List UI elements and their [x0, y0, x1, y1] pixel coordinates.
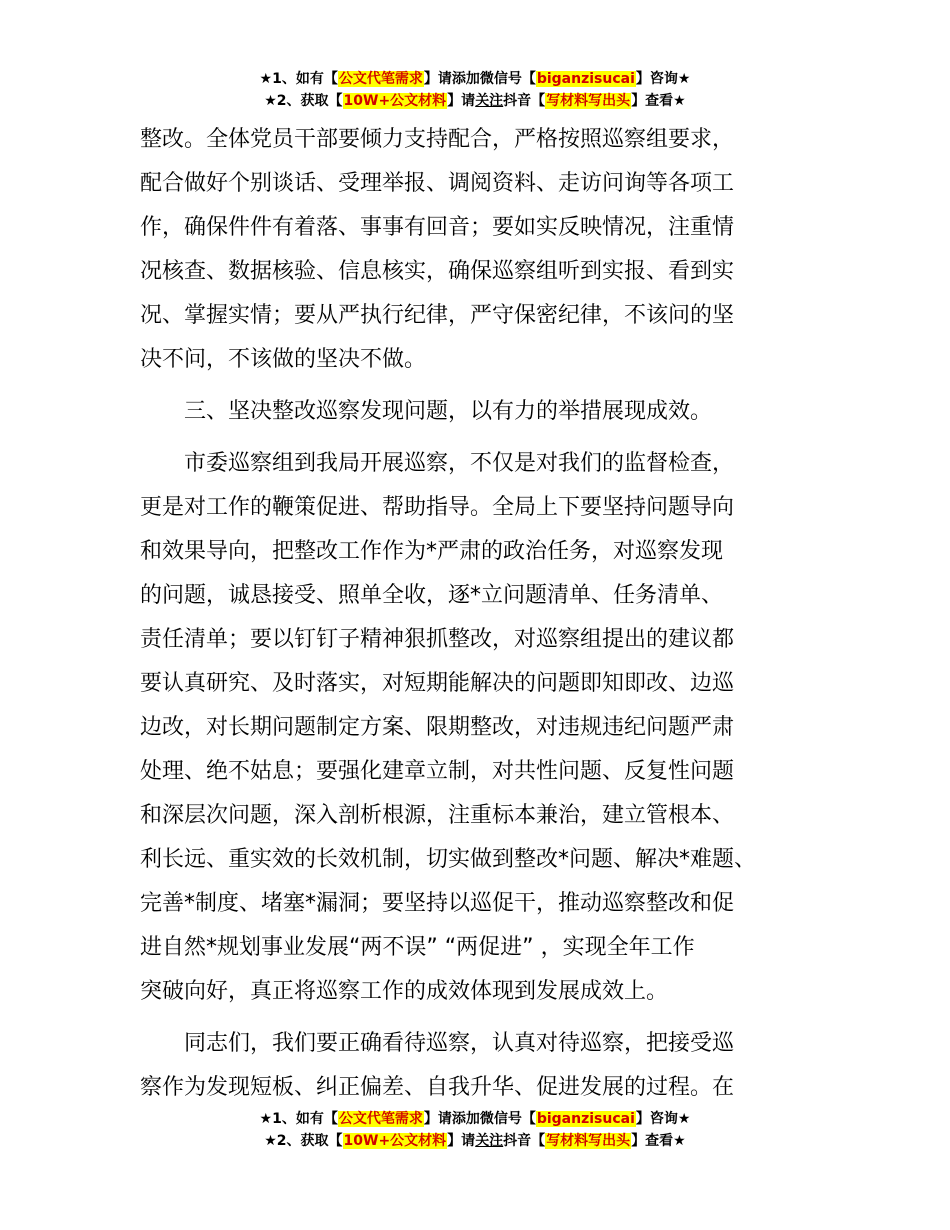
text-line: 作，确保件件有着落、事事有回音；要如实反映情况，注重情: [140, 215, 735, 240]
promo-text: 】查看★: [631, 93, 686, 109]
text-line: 和效果导向，把整改工作作为*严肃的政治任务，对巡察发现: [140, 539, 724, 564]
text-line: 责任清单；要以钉钉子精神狠抓整改，对巡察组提出的建议都: [140, 627, 735, 652]
text-line: 况核查、数据核验、信息核实，确保巡察组听到实报、看到实: [140, 259, 735, 284]
text-line: 和深层次问题，深入剖析根源，注重标本兼治，建立管根本、: [140, 803, 735, 828]
text-line: 况、掌握实情；要从严执行纪律，严守保密纪律，不该问的坚: [140, 303, 735, 328]
promo-line-1: [0, 1108, 950, 1130]
text-line: 更是对工作的鞭策促进、帮助指导。全局上下要坚持问题导向: [140, 495, 735, 520]
promo-text: 】请添加微信号【: [423, 71, 536, 87]
promo-text: ★1、如有【: [259, 1111, 338, 1127]
promo-text: ★2、获取【: [264, 1133, 343, 1149]
paragraph-3: [140, 1022, 820, 1110]
promo-text: 】咨询★: [635, 71, 691, 87]
promo-highlight: biganzisucai: [536, 1111, 635, 1127]
promo-text: 】查看★: [631, 1133, 686, 1149]
text-line: 决不问，不该做的坚决不做。: [140, 347, 427, 372]
promo-text: 抖音【: [503, 1133, 546, 1149]
promo-underlined: 关注: [475, 93, 504, 109]
text-line: 进自然*规划事业发展“两不误” “两促进” ，实现全年工作: [140, 935, 695, 960]
text-line: 市委巡察组到我局开展巡察，不仅是对我们的监督检查，: [184, 451, 735, 476]
promo-text: 】请: [447, 1133, 476, 1149]
promo-line-2: [0, 1130, 950, 1152]
promo-highlight: 10W+公文材料: [343, 93, 447, 109]
promo-underlined: 关注: [475, 1133, 504, 1149]
promo-highlight: 写材料写出头: [546, 93, 631, 109]
top-promo-banner: [0, 68, 950, 112]
promo-highlight: 公文代笔需求: [338, 71, 423, 87]
promo-line-2: [0, 90, 950, 112]
promo-text: 抖音【: [503, 93, 546, 109]
text-line: 察作为发现短板、纠正偏差、自我升华、促进发展的过程。在: [140, 1075, 735, 1100]
text-line: 同志们，我们要正确看待巡察，认真对待巡察，把接受巡: [184, 1031, 735, 1056]
promo-highlight: 公文代笔需求: [338, 1111, 423, 1127]
promo-highlight: biganzisucai: [536, 71, 635, 87]
promo-text: 】咨询★: [635, 1111, 691, 1127]
text-line: 整改。全体党员干部要倾力支持配合，严格按照巡察组要求，: [140, 127, 735, 152]
promo-highlight: 10W+公文材料: [343, 1133, 447, 1149]
promo-text: ★2、获取【: [264, 93, 343, 109]
promo-text: 】请添加微信号【: [423, 1111, 536, 1127]
paragraph-1: [140, 118, 820, 382]
text-line: 要认真研究、及时落实，对短期能解决的问题即知即改、边巡: [140, 671, 735, 696]
text-line: 利长远、重实效的长效机制，切实做到整改*问题、解决*难题、: [140, 847, 757, 872]
text-line: 突破向好，真正将巡察工作的成效体现到发展成效上。: [140, 979, 669, 1004]
text-line: 配合做好个别谈话、受理举报、调阅资料、走访问询等各项工: [140, 171, 735, 196]
promo-text: ★1、如有【: [259, 71, 338, 87]
document-body: [140, 118, 820, 1110]
text-line: 处理、绝不姑息；要强化建章立制，对共性问题、反复性问题: [140, 759, 735, 784]
promo-text: 】请: [447, 93, 476, 109]
text-line: 的问题，诚恳接受、照单全收，逐*立问题清单、任务清单、: [140, 583, 724, 608]
paragraph-2: [140, 442, 820, 1014]
text-line: 边改，对长期问题制定方案、限期整改，对违规违纪问题严肃: [140, 715, 735, 740]
text-line: 三、坚决整改巡察发现问题，以有力的举措展现成效。: [184, 399, 713, 424]
bottom-promo-banner: [0, 1108, 950, 1152]
promo-line-1: [0, 68, 950, 90]
promo-highlight: 写材料写出头: [546, 1133, 631, 1149]
text-line: 完善*制度、堵塞*漏洞；要坚持以巡促干，推动巡察整改和促: [140, 891, 735, 916]
section-heading-3: [140, 390, 820, 434]
